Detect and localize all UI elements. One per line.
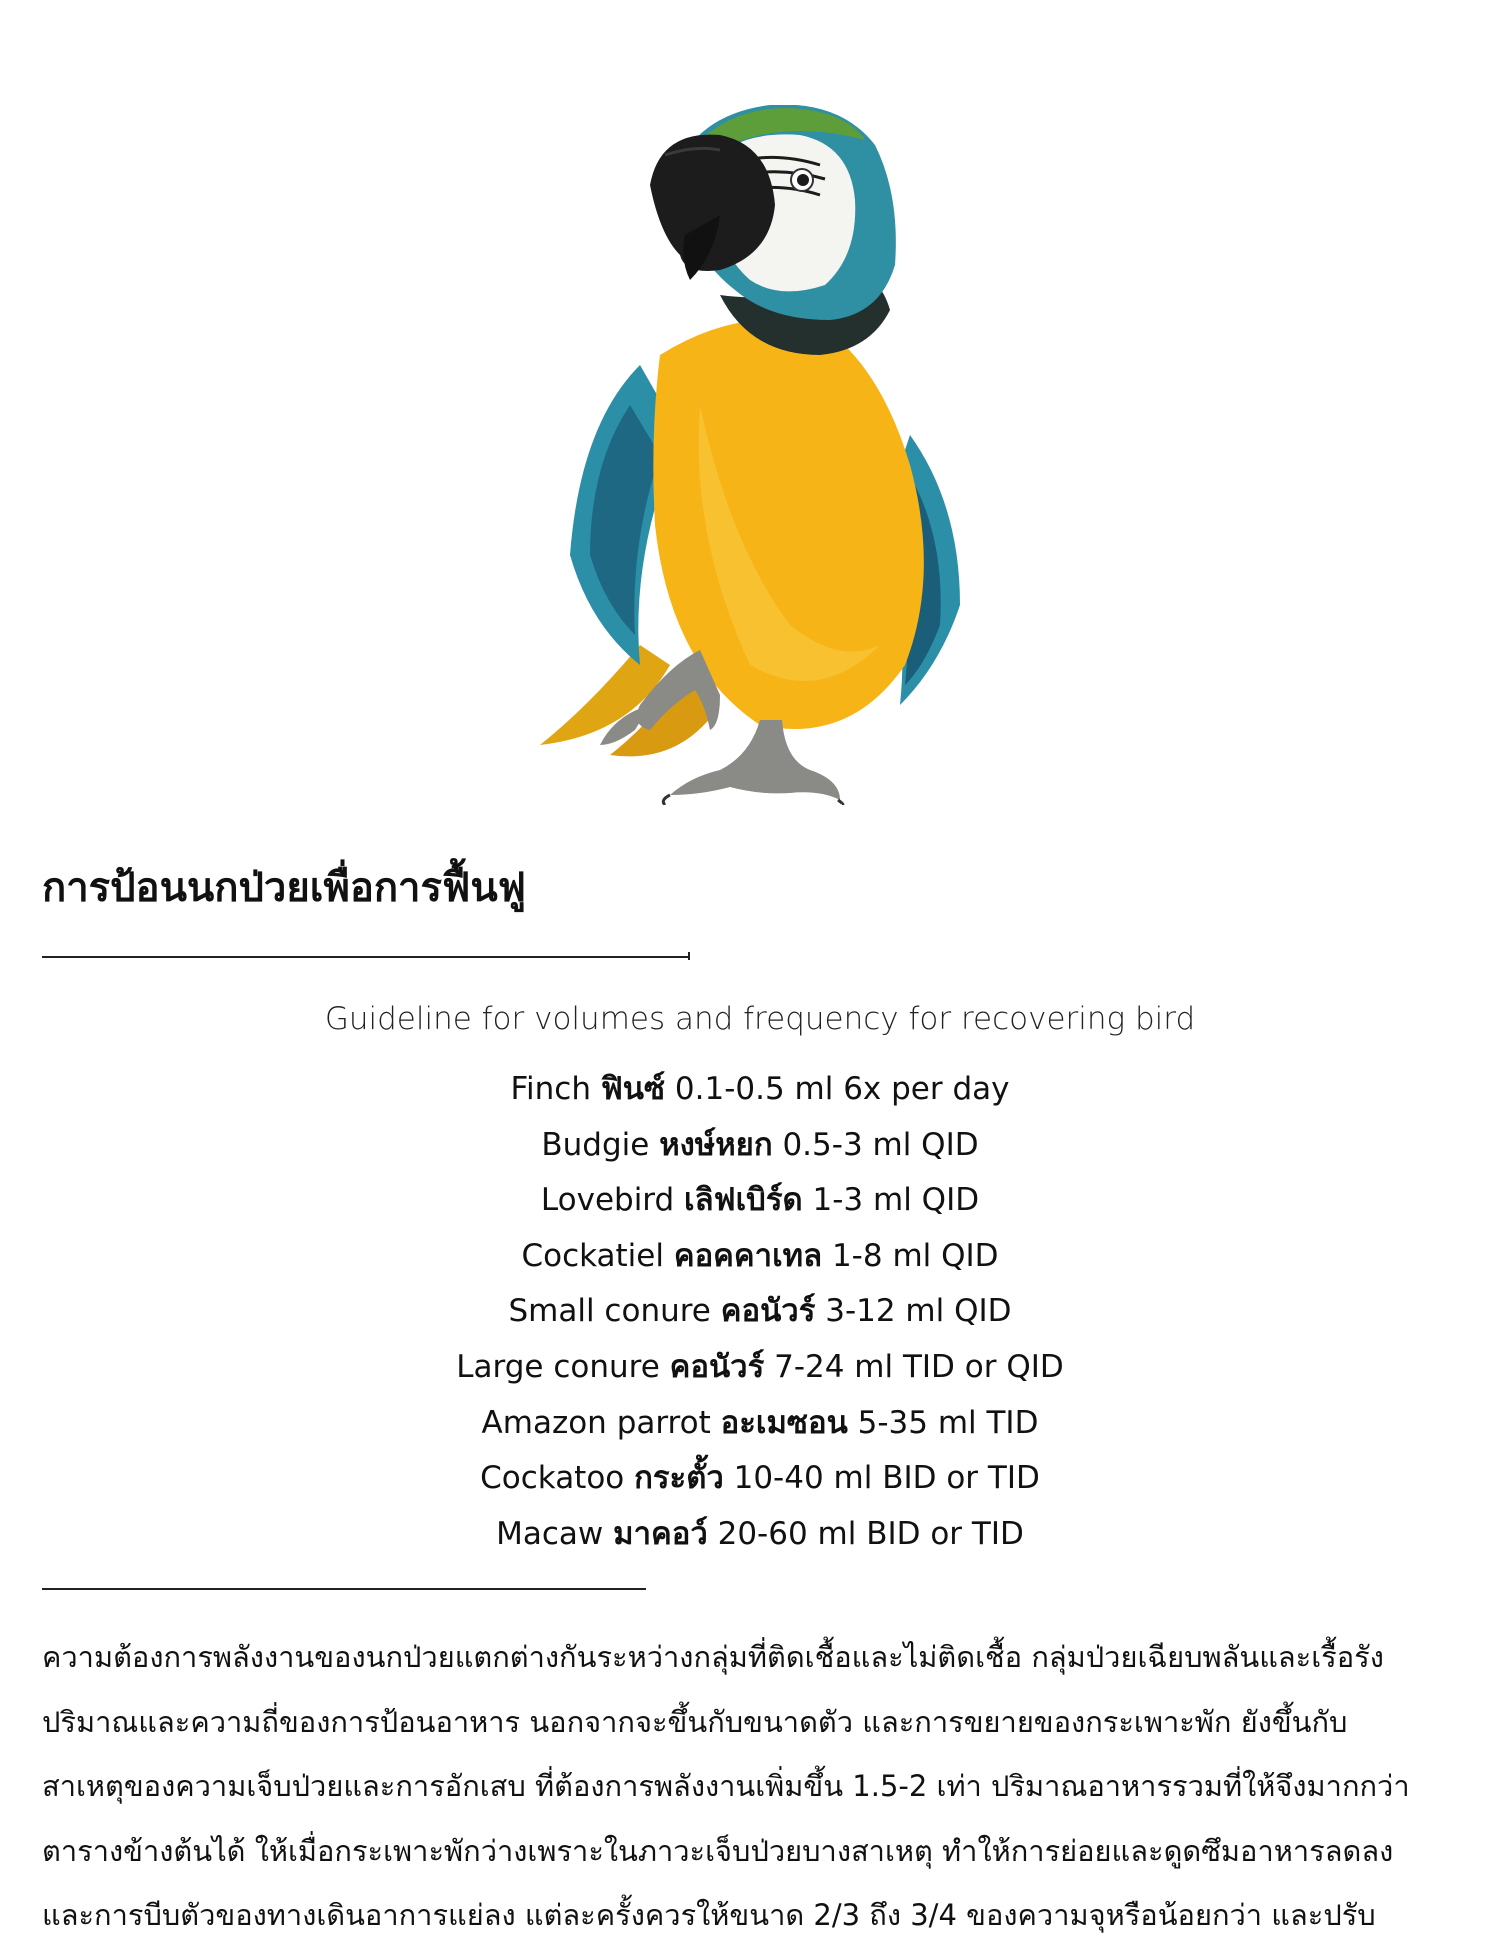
dosage-guideline-list [0, 1062, 1500, 1562]
bird-name-thai: กระตั้ว [634, 1460, 724, 1497]
bird-name: Cockatoo [480, 1460, 625, 1497]
paragraph-line: และการบีบตัวของทางเดินอาการแย่ลง แต่ละครั้งควรให้ขนาด 2/3 ถึง 3/4 ของความจุหรือน้อยกว่า และปรับ [42, 1898, 1376, 1932]
dose-frequency: 3-12 ml QID [825, 1293, 1012, 1330]
bird-name-thai: อะเมซอน [720, 1404, 848, 1441]
list-item-budgie [0, 1118, 1500, 1174]
dose-frequency: 20-60 ml BID or TID [717, 1515, 1024, 1552]
bird-name: Small conure [508, 1293, 711, 1330]
bird-name-thai: ฟินซ์ [600, 1071, 666, 1107]
bird-name: Budgie [541, 1126, 650, 1163]
list-item-cockatiel [0, 1229, 1500, 1285]
dose-frequency: 1-3 ml QID [812, 1182, 980, 1219]
dose-frequency: 5-35 ml TID [857, 1404, 1039, 1441]
bird-name-thai: เลิฟเบิร์ด [684, 1182, 803, 1219]
paragraph-line: ตารางข้างต้นได้ ให้เมื่อกระเพาะพักว่างเพราะในภาวะเจ็บป่วยบางสาเหตุ ทำให้การย่อยและดูดซึมอาหารลดลง [42, 1833, 1394, 1868]
list-item-amazon-parrot [0, 1396, 1500, 1452]
bird-name: Macaw [496, 1515, 604, 1552]
bird-name: Lovebird [540, 1182, 675, 1219]
bird-name-thai: คอนัวร์ [669, 1348, 765, 1385]
list-item-lovebird [0, 1173, 1500, 1229]
dose-frequency: 7-24 ml TID or QID [774, 1348, 1064, 1385]
dose-frequency: 0.1-0.5 ml 6x per day [674, 1071, 1010, 1107]
paragraph-line: ความต้องการพลังงานของนกป่วยแตกต่างกันระหว่างกลุ่มที่ติดเชื้อและไม่ติดเชื้อ กลุ่มป่วยเฉียบพลันและเรื้อรัง [42, 1640, 1384, 1674]
body-paragraph [42, 1625, 1482, 1948]
list-item-finch [0, 1062, 1500, 1118]
list-item-large-conure [0, 1340, 1500, 1396]
page-title: การป้อนนกป่วยเพื่อการฟื้นฟู [42, 865, 526, 911]
list-item-small-conure [0, 1284, 1500, 1340]
bird-name-thai: คอนัวร์ [720, 1293, 816, 1330]
macaw-illustration [520, 105, 990, 805]
bird-name: Large conure [456, 1348, 660, 1385]
bird-name-thai: หงษ์หยก [659, 1126, 773, 1163]
divider-end-tick [688, 952, 690, 960]
title-underline-divider [42, 956, 688, 958]
section-divider [42, 1588, 646, 1590]
paragraph-line: ปริมาณและความถี่ของการป้อนอาหาร นอกจากจะขึ้นกับขนาดตัว และการขยายของกระเพาะพัก ยังขึ้นกับ [42, 1704, 1348, 1739]
guideline-subtitle: Guideline for volumes and frequency for recovering bird [324, 1001, 1196, 1037]
paragraph-line: สาเหตุของความเจ็บป่วยและการอักเสบ ที่ต้องการพลังงานเพิ่มขึ้น 1.5-2 เท่า ปริมาณอาหารรวมที่ให้จึงมากกว่า [42, 1769, 1410, 1803]
bird-name-thai: มาคอว์ [613, 1515, 708, 1552]
bird-name: Amazon parrot [481, 1404, 711, 1441]
list-item-cockatoo [0, 1451, 1500, 1507]
dose-frequency: 0.5-3 ml QID [782, 1126, 979, 1163]
dose-frequency: 10-40 ml BID or TID [733, 1460, 1040, 1497]
bird-name-thai: คอคคาเทล [673, 1237, 823, 1274]
list-item-macaw [0, 1507, 1500, 1563]
dose-frequency: 1-8 ml QID [831, 1237, 999, 1274]
bird-name: Finch [510, 1071, 591, 1107]
bird-name: Cockatiel [521, 1237, 664, 1274]
macaw-image [520, 105, 990, 805]
